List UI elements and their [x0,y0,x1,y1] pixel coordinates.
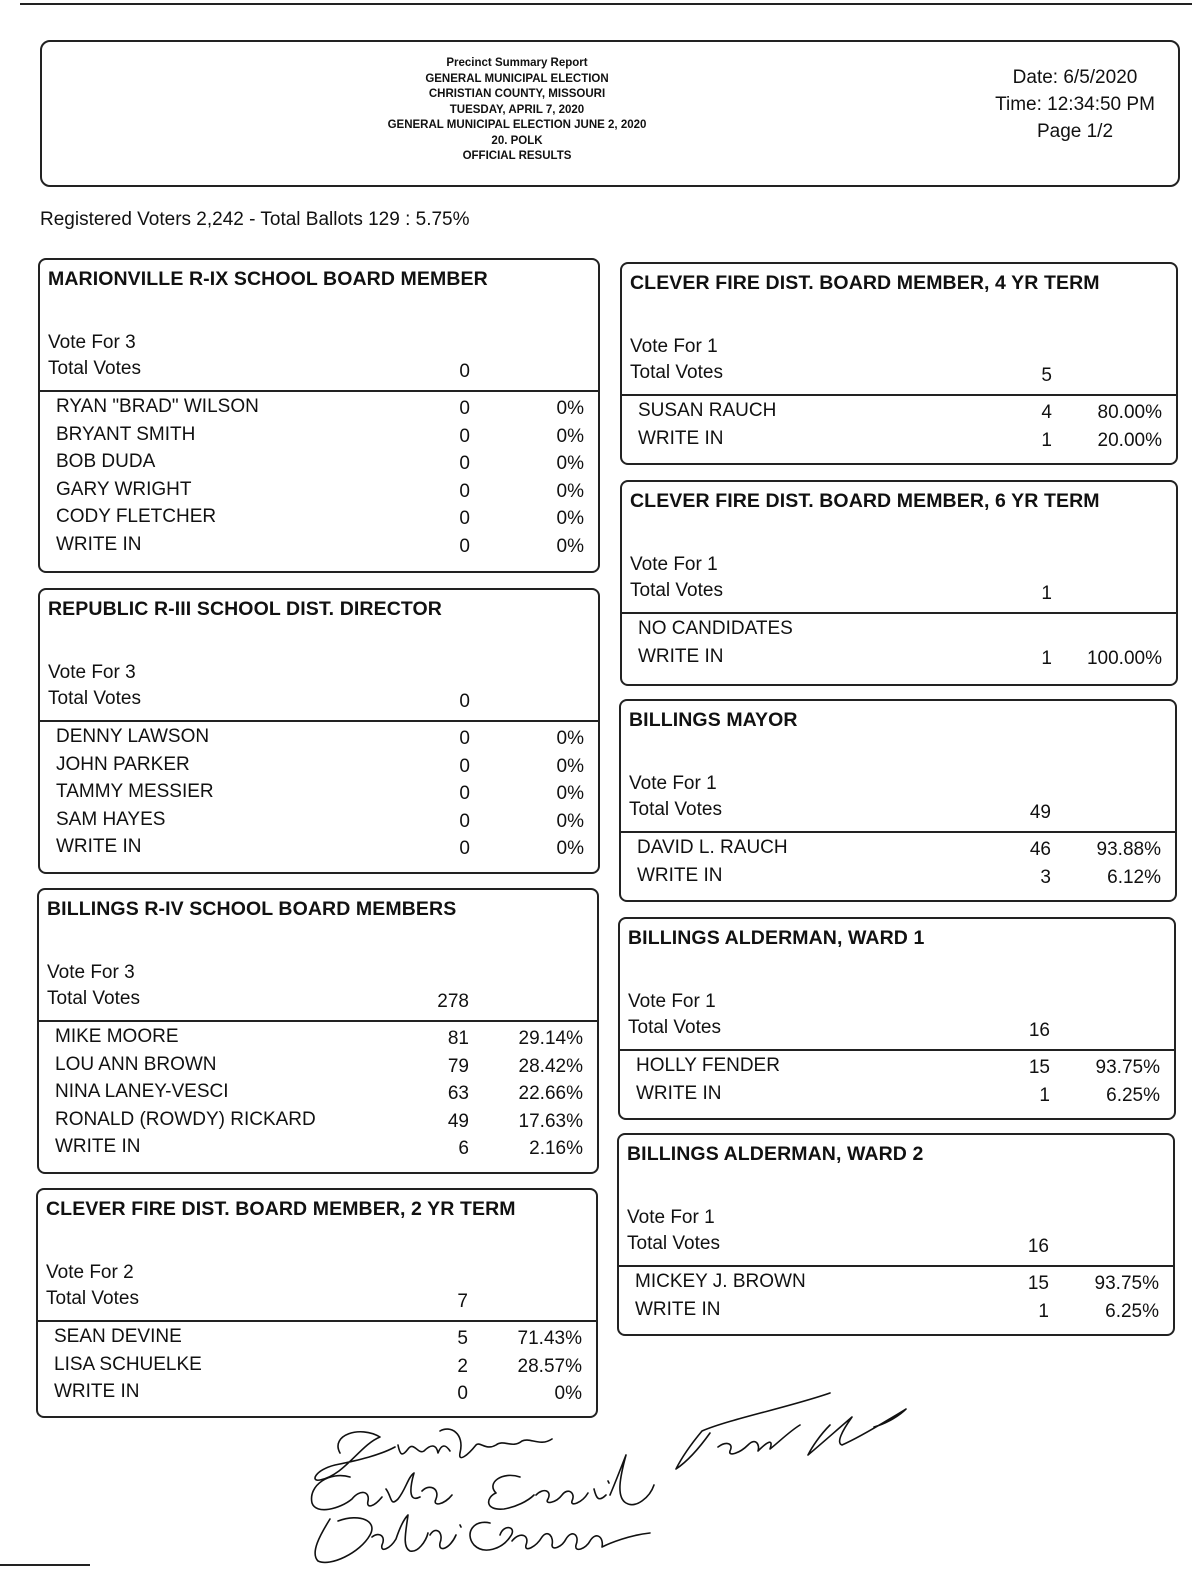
candidate-votes: 0 [459,783,470,804]
candidate-votes: 5 [457,1328,468,1349]
contest-box [620,262,1178,465]
signature-1 [315,1429,552,1480]
signature-3 [315,1515,650,1562]
vote-for-label: Vote For 1 [629,773,717,794]
candidate-row [39,1109,597,1137]
total-votes-label: Total Votes [48,688,141,709]
total-votes-value: 16 [1027,1236,1049,1257]
candidate-votes: 0 [459,810,470,832]
candidate-row [38,1354,596,1382]
contest-box [620,480,1178,686]
candidate-percent: 0% [556,755,584,777]
candidate-name: BRYANT SMITH [56,423,196,445]
candidate-percent: 6.25% [1106,1084,1160,1106]
candidate-percent: 0% [556,810,584,832]
candidate-votes: 49 [447,1110,469,1132]
total-votes-label: Total Votes [627,1233,720,1254]
candidate-name: SEAN DEVINE [54,1326,182,1347]
candidate-name: WRITE IN [54,1381,140,1402]
report-time: Time: 12:34:50 PM [995,94,1155,115]
candidate-row [38,1326,596,1354]
signatures [290,1385,930,1571]
contest-box [618,917,1176,1120]
candidate-row [622,646,1176,674]
total-votes-label: Total Votes [628,1017,721,1038]
candidate-percent: 93.75% [1094,1273,1159,1294]
top-rule [20,3,1192,5]
candidate-percent: 0% [556,398,584,419]
vote-for-label: Vote For 1 [630,554,718,575]
contest-box [617,1133,1175,1336]
report-title: Precinct Summary Report [446,57,588,69]
candidate-percent: 6.12% [1107,866,1161,888]
vote-for-label: Vote For 1 [627,1207,715,1228]
candidate-name: HOLLY FENDER [636,1055,780,1076]
candidate-name: WRITE IN [638,427,724,449]
contest-box [36,1188,598,1418]
contest-title: MARIONVILLE R-IX SCHOOL BOARD MEMBER [48,268,488,290]
contest-box [38,258,600,573]
signature-2 [312,1455,654,1510]
candidate-list [620,1055,1174,1110]
candidate-name: BOB DUDA [56,451,156,472]
candidate-row [39,1136,597,1164]
report-date: Date: 6/5/2020 [1012,67,1138,88]
vote-for-label: Vote For 3 [48,332,136,353]
candidate-votes: 0 [459,453,470,474]
precinct-name: 20. POLK [491,134,543,147]
candidate-row [622,400,1176,428]
candidate-votes: 15 [1027,1273,1049,1294]
total-votes-value: 0 [459,361,470,382]
candidate-row [40,781,598,809]
candidate-row [619,1299,1173,1327]
vote-for-label: Vote For 1 [630,336,718,357]
candidate-votes: 1 [1041,647,1052,669]
candidate-row [620,1055,1174,1083]
contest-title: CLEVER FIRE DIST. BOARD MEMBER, 2 YR TERM [46,1198,516,1220]
candidate-votes: 0 [459,535,470,557]
contest-title: BILLINGS ALDERMAN, WARD 2 [627,1143,924,1165]
results-status: OFFICIAL RESULTS [462,150,572,162]
candidate-votes: 0 [459,508,470,529]
total-votes-value: 0 [459,691,470,712]
candidate-name: WRITE IN [635,1298,721,1320]
report-meta [980,64,1170,145]
vote-for-label: Vote For 3 [48,662,136,683]
total-votes-value: 1 [1041,583,1052,604]
report-title-block [332,56,702,165]
candidate-percent: 93.88% [1096,839,1161,860]
candidate-row [621,837,1175,865]
candidate-percent: 29.14% [518,1028,583,1049]
total-votes-label: Total Votes [630,580,723,601]
total-votes-label: Total Votes [46,1288,139,1309]
candidate-votes: 0 [459,755,470,777]
candidate-row [622,428,1176,456]
candidate-name: DAVID L. RAUCH [637,837,788,858]
candidate-row [620,1083,1174,1111]
candidate-percent: 80.00% [1097,402,1162,423]
candidate-name: WRITE IN [638,645,724,667]
candidate-votes: 0 [459,728,470,749]
candidate-row [40,726,598,754]
candidate-row [621,865,1175,893]
candidate-name: LISA SCHUELKE [54,1353,202,1375]
page-number: Page 1/2 [1036,121,1114,142]
report-header [40,40,1180,187]
candidate-list [39,1026,597,1164]
candidate-row [40,836,598,864]
candidate-percent: 2.16% [529,1138,583,1159]
contest-divider [40,390,598,392]
candidate-percent: 6.25% [1105,1300,1159,1322]
candidate-votes: 0 [457,1383,468,1404]
candidate-votes: 1 [1038,1300,1049,1322]
candidate-percent: 22.66% [518,1083,583,1104]
vote-for-label: Vote For 2 [46,1262,134,1283]
total-votes-label: Total Votes [630,362,723,383]
candidate-list [40,726,598,864]
contest-title: CLEVER FIRE DIST. BOARD MEMBER, 4 YR TERM [630,272,1100,294]
signature-4 [676,1393,906,1469]
contest-divider [38,1320,596,1322]
bottom-rule [0,1564,90,1566]
candidate-name: WRITE IN [56,836,142,857]
candidate-row [622,618,1176,646]
total-votes-value: 278 [437,991,469,1012]
vote-for-label: Vote For 3 [47,962,135,983]
candidate-name: SAM HAYES [56,808,166,830]
candidate-percent: 71.43% [517,1328,582,1349]
contest-divider [619,1265,1173,1267]
candidate-row [40,809,598,837]
candidate-votes: 1 [1041,429,1052,451]
contest-divider [40,720,598,722]
candidate-name: DENNY LAWSON [56,726,210,747]
candidate-votes: 0 [459,425,470,447]
candidate-votes: 1 [1039,1084,1050,1106]
contest-box [37,888,599,1174]
candidate-percent: 28.42% [518,1055,583,1077]
candidate-votes: 79 [447,1055,469,1077]
candidate-votes: 81 [447,1028,469,1049]
candidate-percent: 17.63% [518,1110,583,1132]
contest-title: BILLINGS R-IV SCHOOL BOARD MEMBERS [47,898,457,920]
county-name: CHRISTIAN COUNTY, MISSOURI [428,88,606,100]
contest-box [619,699,1177,902]
contest-title: CLEVER FIRE DIST. BOARD MEMBER, 6 YR TERM [630,490,1100,512]
election-date: TUESDAY, APRIL 7, 2020 [449,103,585,116]
candidate-name: MIKE MOORE [55,1026,179,1047]
candidate-row [39,1054,597,1082]
candidate-name: NINA LANEY-VESCI [55,1081,229,1102]
total-votes-label: Total Votes [629,799,722,820]
candidate-percent: 0% [556,535,584,557]
candidate-list [621,837,1175,892]
candidate-votes: 46 [1029,839,1051,860]
candidate-row [40,424,598,452]
election-rescheduled: GENERAL MUNICIPAL ELECTION JUNE 2, 2020 [387,119,647,131]
total-votes-value: 5 [1041,365,1052,386]
candidate-percent: 28.57% [517,1355,582,1377]
candidate-name: JOHN PARKER [56,753,190,775]
contest-divider [621,831,1175,833]
total-votes-label: Total Votes [48,358,141,379]
contest-title: BILLINGS MAYOR [629,709,798,731]
candidate-percent: 0% [556,480,584,502]
candidate-percent: 20.00% [1097,429,1162,451]
candidate-percent: 0% [556,783,584,804]
contest-divider [622,612,1176,614]
candidate-list [622,618,1176,673]
candidate-votes: 0 [459,480,470,502]
candidate-name: CODY FLETCHER [56,506,217,527]
election-name: GENERAL MUNICIPAL ELECTION [425,72,609,85]
candidate-percent: 0% [556,453,584,474]
candidate-name: WRITE IN [56,533,142,555]
candidate-percent: 0% [556,425,584,447]
candidate-name: WRITE IN [636,1082,722,1104]
candidate-row [619,1271,1173,1299]
candidate-row [40,534,598,562]
contest-divider [622,394,1176,396]
candidate-row [39,1081,597,1109]
candidate-row [40,451,598,479]
candidate-percent: 0% [556,508,584,529]
candidate-row [40,506,598,534]
candidate-percent: 93.75% [1095,1057,1160,1078]
vote-for-label: Vote For 1 [628,991,716,1012]
candidate-name: GARY WRIGHT [56,478,192,500]
candidate-percent: 0% [556,728,584,749]
candidate-percent: 100.00% [1086,647,1162,669]
candidate-name: MICKEY J. BROWN [635,1271,806,1292]
candidate-votes: 0 [459,838,470,859]
contest-title: REPUBLIC R-III SCHOOL DIST. DIRECTOR [48,598,442,620]
total-votes-value: 49 [1029,802,1051,823]
candidate-list [622,400,1176,455]
candidate-votes: 3 [1040,866,1051,888]
contest-box [38,588,600,874]
total-votes-label: Total Votes [47,988,140,1009]
candidate-votes: 0 [459,398,470,419]
candidate-name: NO CANDIDATES [638,618,793,639]
candidate-row [40,479,598,507]
candidate-percent: 0% [554,1383,582,1404]
candidate-list [40,396,598,561]
candidate-name: WRITE IN [55,1136,141,1157]
candidate-row [39,1026,597,1054]
candidate-name: RONALD (ROWDY) RICKARD [55,1108,316,1130]
contest-divider [39,1020,597,1022]
total-votes-value: 7 [457,1291,468,1312]
candidate-votes: 6 [458,1138,469,1159]
candidate-name: LOU ANN BROWN [55,1053,217,1075]
candidate-name: SUSAN RAUCH [638,400,777,421]
candidate-name: RYAN "BRAD" WILSON [56,396,259,417]
candidate-row [40,754,598,782]
candidate-list [619,1271,1173,1326]
candidate-name: WRITE IN [637,864,723,886]
candidate-row [40,396,598,424]
candidate-name: TAMMY MESSIER [56,781,214,802]
contest-title: BILLINGS ALDERMAN, WARD 1 [628,927,925,949]
candidate-votes: 63 [447,1083,469,1104]
registered-voters-summary: Registered Voters 2,242 - Total Ballots 129 : 5.75% [40,209,470,230]
total-votes-value: 16 [1028,1020,1050,1041]
candidate-percent: 0% [556,838,584,859]
candidate-votes: 15 [1028,1057,1050,1078]
candidate-votes: 2 [457,1355,468,1377]
contest-divider [620,1049,1174,1051]
candidate-votes: 4 [1041,402,1052,423]
